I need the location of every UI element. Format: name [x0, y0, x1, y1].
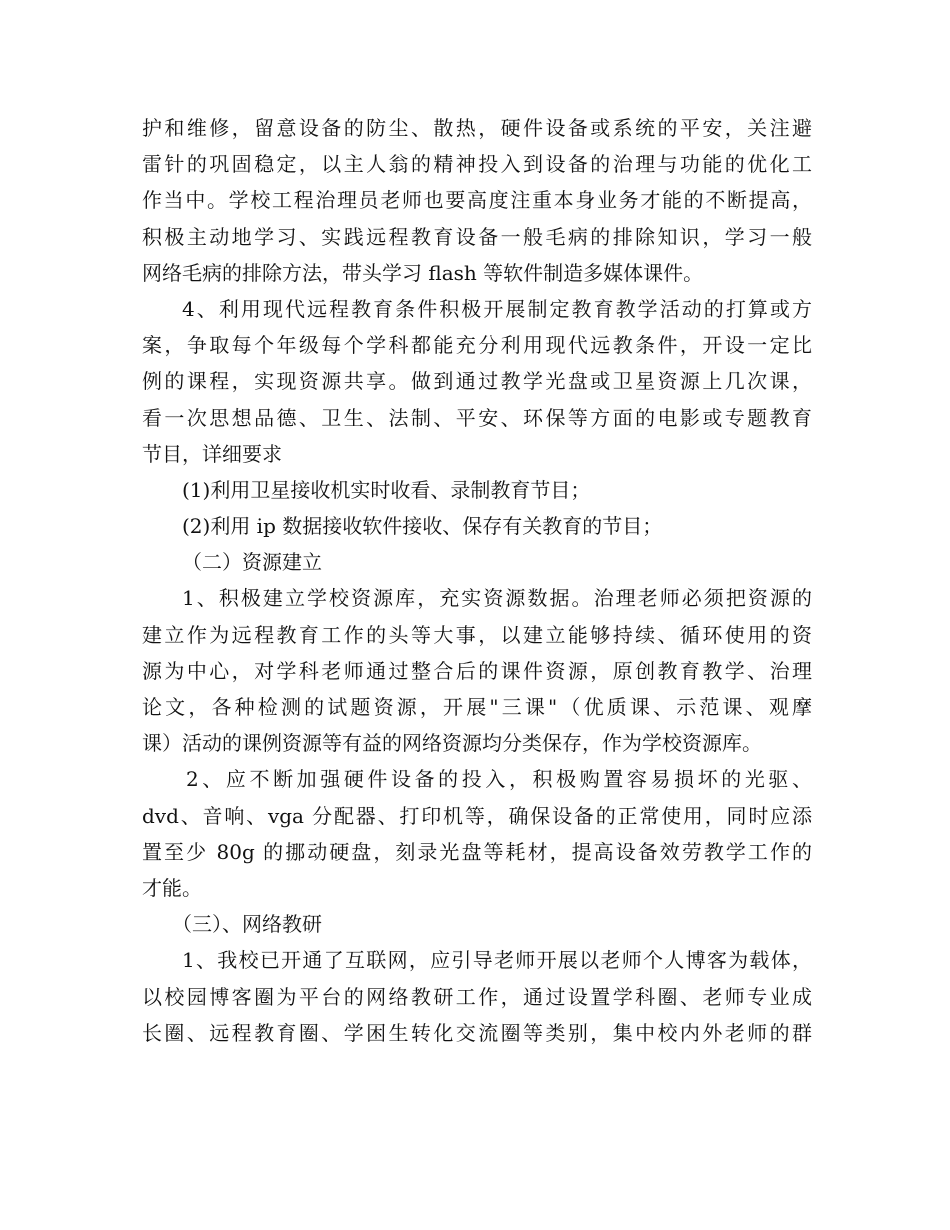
text-line: dvd、音响、vga 分配器、打印机等，确保设备的正常使用，同时应添 — [142, 803, 812, 828]
text-line: 置至少 80g 的挪动硬盘，刻录光盘等耗材，提高设备效劳教学工作的 — [142, 839, 812, 864]
text-line: 才能。 — [142, 875, 202, 900]
text-line: 网络毛病的排除方法，带头学习 flash 等软件制造多媒体课件。 — [142, 260, 704, 285]
text-line: 积极主动地学习、实践远程教育设备一般毛病的排除知识，学习一般 — [142, 224, 812, 249]
text-line: 作当中。学校工程治理员老师也要高度注重本身业务才能的不断提高， — [142, 188, 812, 213]
text-line: 长圈、远程教育圈、学困生转化交流圈等类别，集中校内外老师的群 — [142, 1020, 812, 1045]
text-line: 论文，各种检测的试题资源，开展"三课"（优质课、示范课、观摩 — [142, 695, 812, 719]
text-line: 源为中心，对学科老师通过整合后的课件资源，原创教育教学、治理 — [142, 658, 812, 683]
text-line: 课）活动的课例资源等有益的网络资源均分类保存，作为学校资源库。 — [142, 731, 762, 756]
text-line: (1)利用卫星接收机实时收看、录制教育节目； — [182, 477, 591, 502]
text-line: 1、积极建立学校资源库，充实资源数据。治理老师必须把资源的 — [182, 586, 812, 611]
text-line: 节目，详细要求 — [142, 441, 282, 466]
section-heading: （三）、网络教研 — [172, 912, 322, 937]
text-line: (2)利用 ip 数据接收软件接收、保存有关教育的节目； — [182, 514, 663, 539]
text-line: 雷针的巩固稳定，以主人翁的精神投入到设备的治理与功能的优化工 — [142, 152, 812, 177]
text-line: 案，争取每个年级每个学科都能充分利用现代远教条件，开设一定比 — [142, 333, 812, 358]
text-line: 护和维修，留意设备的防尘、散热，硬件设备或系统的平安，关注避 — [142, 116, 812, 140]
text-line: 建立作为远程教育工作的头等大事，以建立能够持续、循环使用的资 — [142, 622, 812, 647]
text-line: 2、应不断加强硬件设备的投入，积极购置容易损坏的光驱、 — [186, 767, 812, 792]
text-line: 以校园博客圈为平台的网络教研工作，通过设置学科圈、老师专业成 — [142, 984, 812, 1009]
section-heading: （二）资源建立 — [182, 550, 322, 575]
document-body — [142, 110, 812, 1051]
text-line: 4、利用现代远程教育条件积极开展制定教育教学活动的打算或方 — [182, 296, 812, 321]
text-line: 例的课程，实现资源共享。做到通过教学光盘或卫星资源上几次课， — [142, 369, 812, 394]
text-line: 1、我校已开通了互联网，应引导老师开展以老师个人博客为载体， — [182, 948, 812, 973]
text-line: 看一次思想品德、卫生、法制、平安、环保等方面的电影或专题教育 — [142, 405, 812, 430]
